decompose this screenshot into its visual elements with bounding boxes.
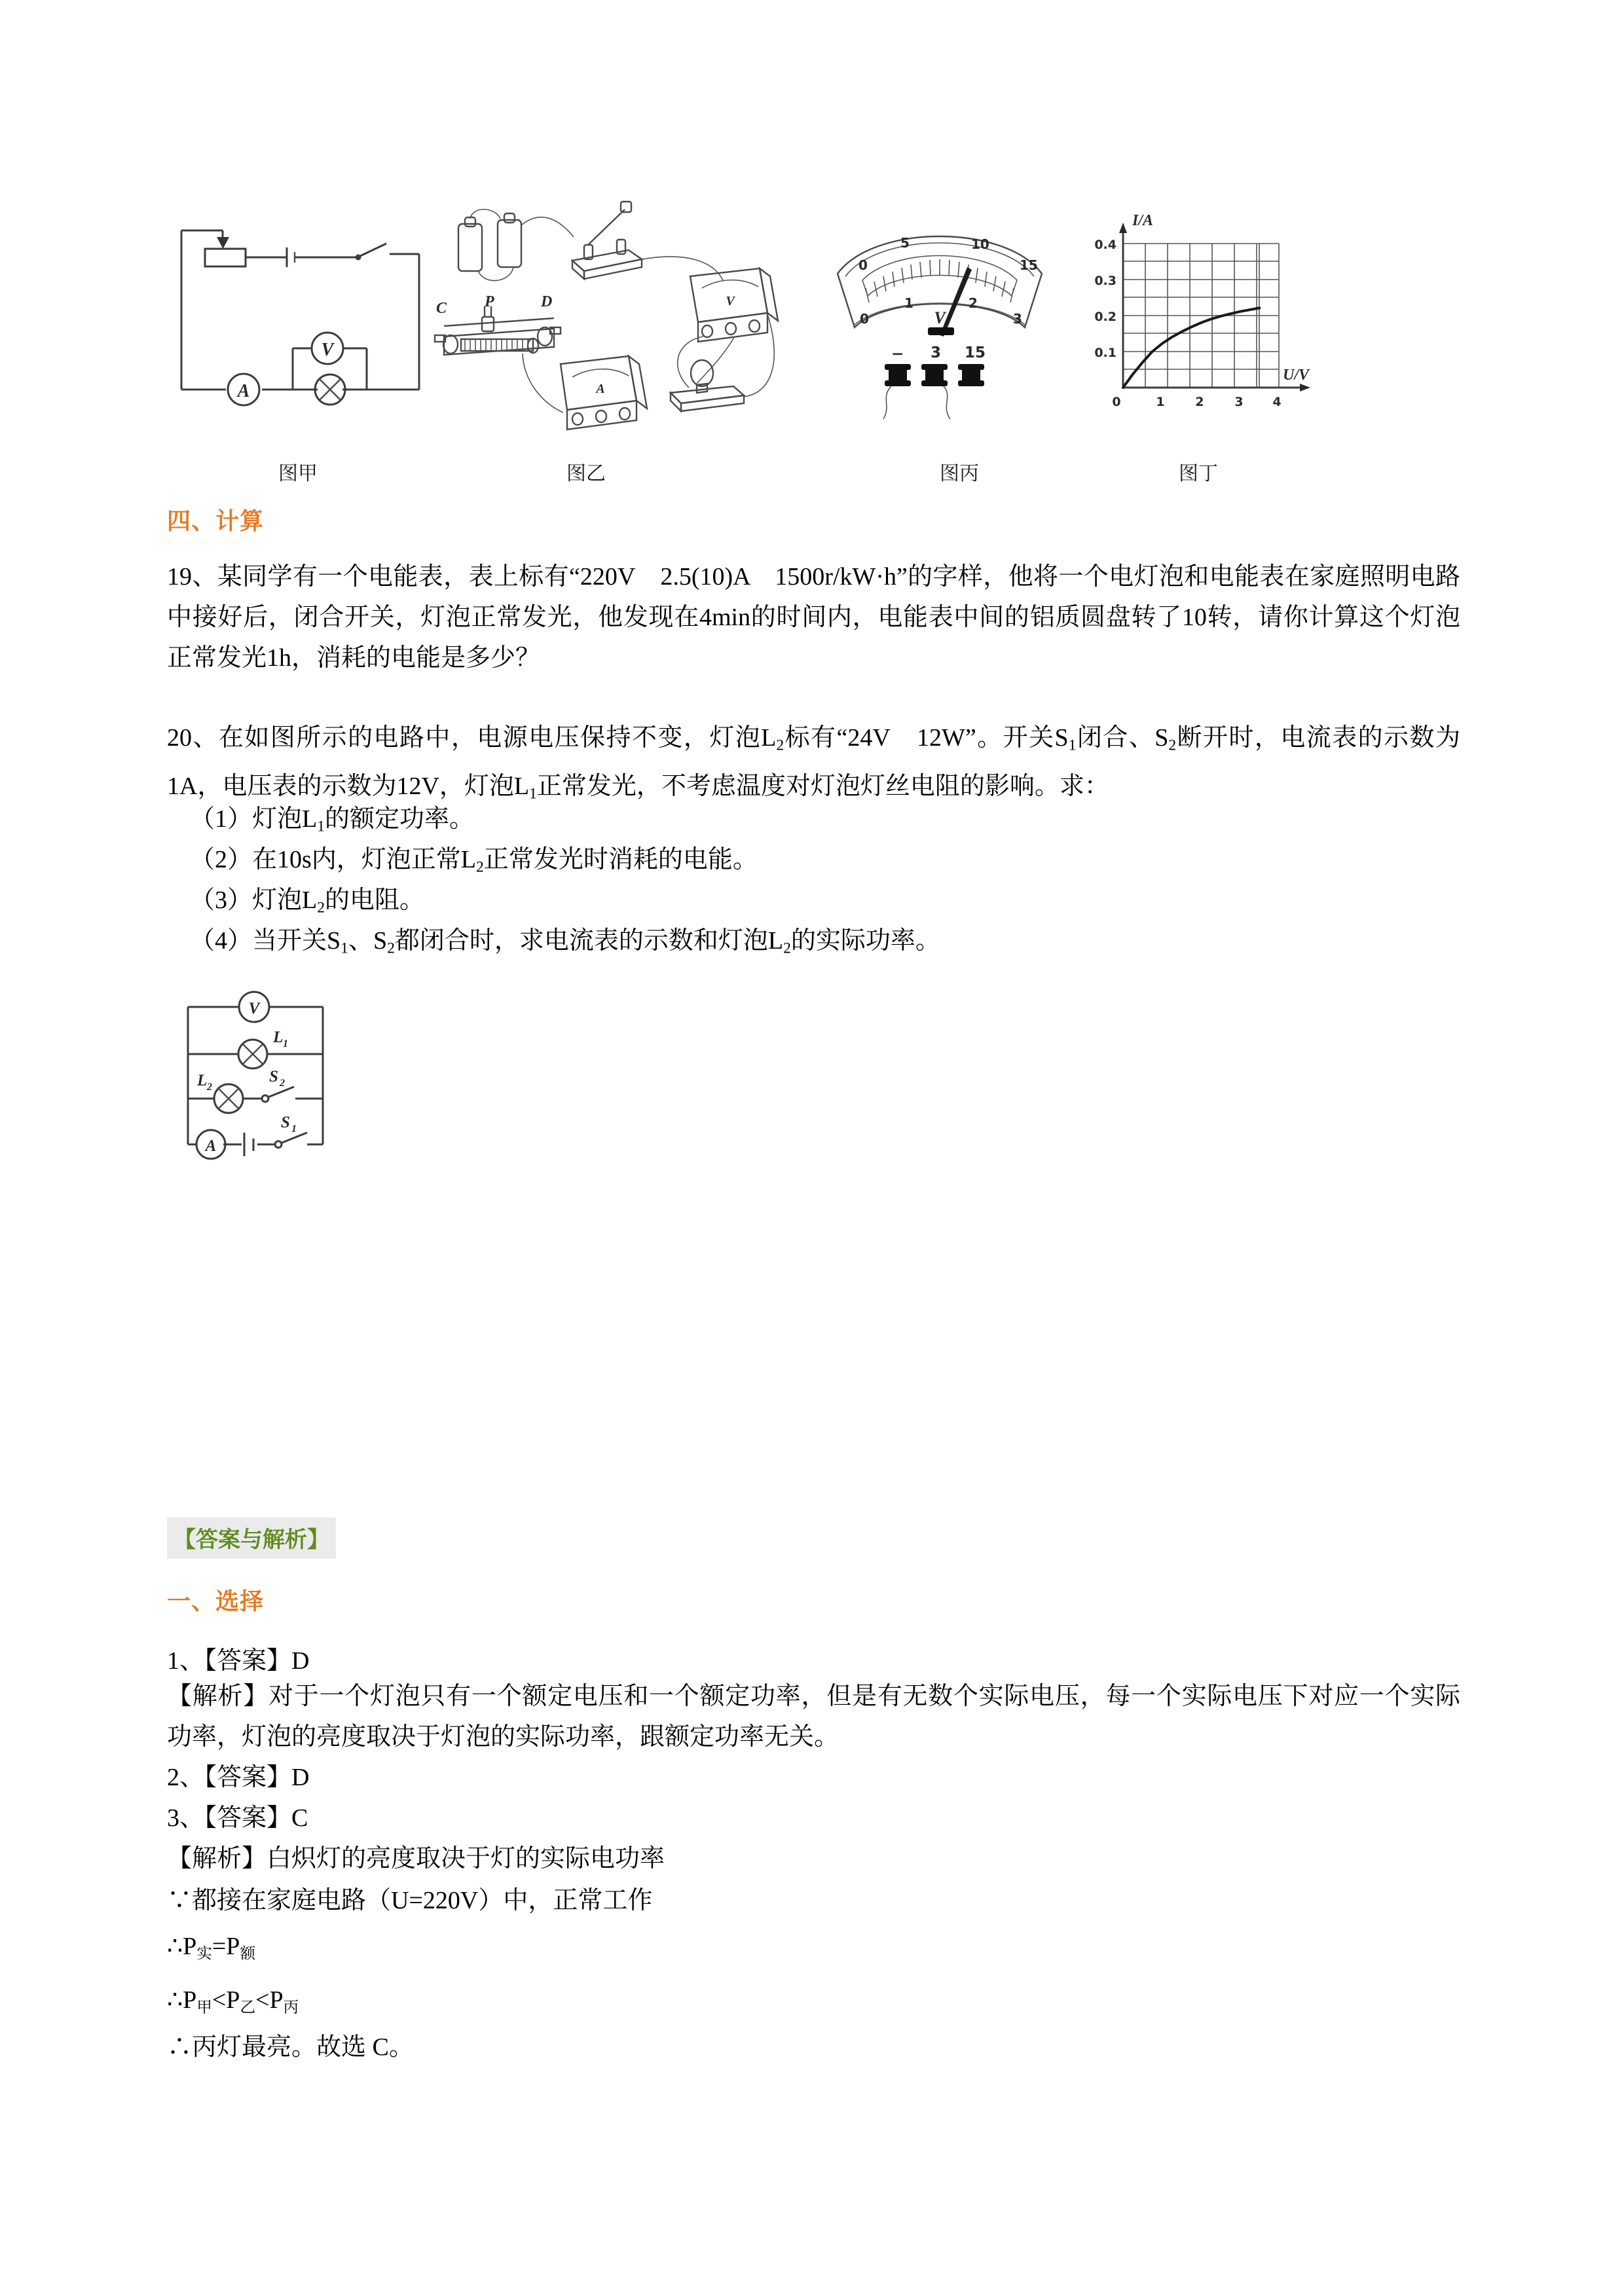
q20-item4-d: 的实际功率。 [790, 927, 940, 955]
svg-text:2: 2 [207, 1082, 212, 1093]
q20-item4-c: 都闭合时，求电流表的示数和灯泡L [394, 927, 784, 955]
answer-3-line-2: ∵都接在家庭电路（U=220V）中，正常工作 [167, 1887, 653, 1914]
answer-3-explanation: 【解析】白炽灯的亮度取决于灯的实际电功率 [167, 1845, 665, 1872]
q20-stem-e: 正常发光，不考虑温度对灯泡灯丝电阻的影响。求： [536, 772, 1109, 800]
circuit-ammeter-label: A [205, 1137, 217, 1155]
answer-3-sub-e: 额 [240, 1945, 256, 1963]
circuit-voltmeter-label: V [248, 1000, 260, 1017]
answer-3-p-shi-b: =P [212, 1933, 240, 1960]
figure-ding-graph [1084, 196, 1320, 452]
answers-choice-heading: 一、选择 [167, 1588, 265, 1615]
q20-sub-s2: 2 [1168, 737, 1177, 754]
q20-item3-sub: 2 [317, 899, 325, 917]
question-20-circuit-diagram [174, 982, 383, 1185]
q20-item4-b: 、S [348, 927, 388, 955]
q20-item4-num: （4） [190, 927, 253, 955]
q20-item1-a: 灯泡L [252, 805, 318, 833]
svg-text:0.3: 0.3 [1094, 274, 1116, 288]
svg-text:3: 3 [1234, 395, 1244, 409]
svg-text:0.2: 0.2 [1094, 310, 1116, 324]
svg-text:1: 1 [1156, 395, 1165, 409]
q20-sub-s1: 1 [1068, 737, 1077, 754]
circuit-lamp2-label: L [197, 1072, 208, 1089]
figure-yi-apparatus [432, 196, 799, 452]
q20-sub-l1: 1 [529, 785, 537, 803]
svg-text:−: − [891, 346, 904, 363]
figure-caption-yi: 图乙 [566, 462, 606, 485]
svg-text:3: 3 [1013, 311, 1022, 327]
svg-text:V: V [726, 294, 735, 308]
q20-item1-sub: 1 [317, 818, 325, 835]
figure-caption-jia: 图甲 [278, 462, 318, 485]
answer-3-sub-bing: 丙 [283, 1999, 299, 2016]
figure-jia-circuit [167, 196, 449, 452]
figure-caption-bing: 图丙 [940, 462, 979, 485]
svg-text:A: A [237, 381, 250, 401]
svg-text:2: 2 [280, 1078, 285, 1089]
svg-text:10: 10 [971, 236, 989, 252]
svg-text:2: 2 [969, 295, 978, 311]
svg-text:C: C [436, 300, 447, 317]
answer-1-label: 1、【答案】 [167, 1647, 292, 1675]
svg-text:0.1: 0.1 [1094, 346, 1116, 360]
svg-text:4: 4 [1272, 395, 1282, 409]
q20-item3-num: （3） [190, 886, 253, 914]
svg-text:0: 0 [858, 257, 868, 273]
q20-item4-sub3: 2 [783, 939, 791, 957]
figure-strip [167, 196, 1457, 498]
svg-text:15: 15 [965, 344, 986, 361]
answer-3-sub-shi: 实 [196, 1945, 212, 1963]
answer-3-line-4 [167, 1980, 1460, 2028]
answer-3-p-yi-b: <P [212, 1986, 240, 2014]
svg-text:5: 5 [900, 235, 910, 251]
svg-text:V: V [934, 308, 946, 327]
svg-text:U/V: U/V [1283, 367, 1310, 384]
answer-2-line [167, 1757, 1460, 1798]
answer-3-p-jia-a: ∴P [167, 1986, 197, 2014]
section-heading-calculation: 四、计算 [167, 508, 265, 535]
svg-text:0: 0 [1112, 395, 1121, 409]
q20-stem-a: 20、在如图所示的电路中，电源电压保持不变，灯泡L [167, 724, 777, 752]
answer-2-value: D [291, 1764, 310, 1791]
figure-caption-ding: 图丁 [1179, 462, 1218, 485]
answers-section-heading: 【答案与解析】 [167, 1518, 336, 1559]
svg-text:A: A [596, 382, 605, 396]
circuit-switch1-label: S [281, 1114, 290, 1131]
answer-3-sub-jia: 甲 [196, 1999, 212, 2016]
q20-item3-b: 的电阻。 [325, 886, 425, 914]
answer-3-sub-yi: 乙 [240, 1999, 256, 2016]
q20-item2-num: （2） [190, 846, 253, 873]
q20-stem-d: 断开时，电流表的示数为1A，电压表的示数为12V，灯泡L [167, 724, 1460, 800]
svg-text:1: 1 [904, 295, 913, 311]
figure-bing-meter [828, 196, 1051, 452]
svg-text:P: P [485, 293, 494, 310]
answer-1-value: D [291, 1647, 310, 1675]
answer-1-line [167, 1641, 1460, 1681]
q20-stem-c: 闭合、S [1076, 724, 1169, 752]
svg-text:0: 0 [860, 311, 869, 327]
svg-text:D: D [541, 293, 553, 310]
circuit-lamp1-label: L [273, 1029, 284, 1046]
q20-item3-a: 灯泡L [252, 886, 318, 914]
q20-item4-sub2: 2 [387, 939, 395, 957]
question-19: 19、某同学有一个电能表，表上标有“220V 2.5(10)A 1500r/kW·h”的字样，他将一个电灯泡和电能表在家庭照明电路中接好后，闭合开关，灯泡正常发光，他发现在4min的时间内，电能表中间的铝质圆盘转了10转，请你计算这个灯泡正常发光1h，消耗的电能是多少？ [167, 563, 1460, 672]
answer-2-label: 2、【答案】 [167, 1764, 292, 1791]
svg-text:2: 2 [1195, 395, 1204, 409]
svg-text:V: V [321, 340, 334, 360]
answer-3-p-bing-c: <P [255, 1986, 284, 2014]
q20-item2-sub: 2 [476, 858, 484, 876]
answer-3-value: C [291, 1804, 308, 1832]
q20-item4-a: 当开关S [252, 927, 341, 955]
answer-3-line-3 [167, 1926, 1460, 1975]
answer-3-label: 3、【答案】 [167, 1804, 292, 1832]
q20-item1-b: 的额定功率。 [325, 805, 475, 833]
answer-1-explanation: 【解析】对于一个灯泡只有一个额定电压和一个额定功率，但是有无数个实际电压，每一个实际电压下对应一个实际功率，灯泡的亮度取决于灯泡的实际功率，跟额定功率无关。 [167, 1683, 1460, 1751]
q20-item2-b: 正常发光时消耗的电能。 [483, 846, 758, 873]
circuit-switch2-label: S [269, 1068, 278, 1085]
q20-item4-sub1: 1 [341, 939, 348, 957]
svg-text:15: 15 [1020, 257, 1038, 273]
q20-stem-b: 标有“24V 12W”。开关S [784, 724, 1069, 752]
svg-text:1: 1 [283, 1038, 288, 1049]
answer-3-line-5: ∴丙灯最亮。故选 C。 [167, 2033, 414, 2061]
q20-item1-num: （1） [190, 805, 253, 833]
svg-text:I/A: I/A [1132, 212, 1154, 229]
answer-3-line [167, 1798, 1460, 1838]
q20-item2-a: 在10s内，灯泡正常L [252, 846, 477, 873]
svg-text:3: 3 [931, 344, 942, 361]
svg-text:1: 1 [291, 1123, 297, 1135]
answer-3-p-shi-a: ∴P [167, 1933, 197, 1960]
q20-sub-l2: 2 [776, 737, 784, 754]
svg-text:0.4: 0.4 [1094, 238, 1116, 252]
question-20-item-4 [190, 920, 1460, 969]
